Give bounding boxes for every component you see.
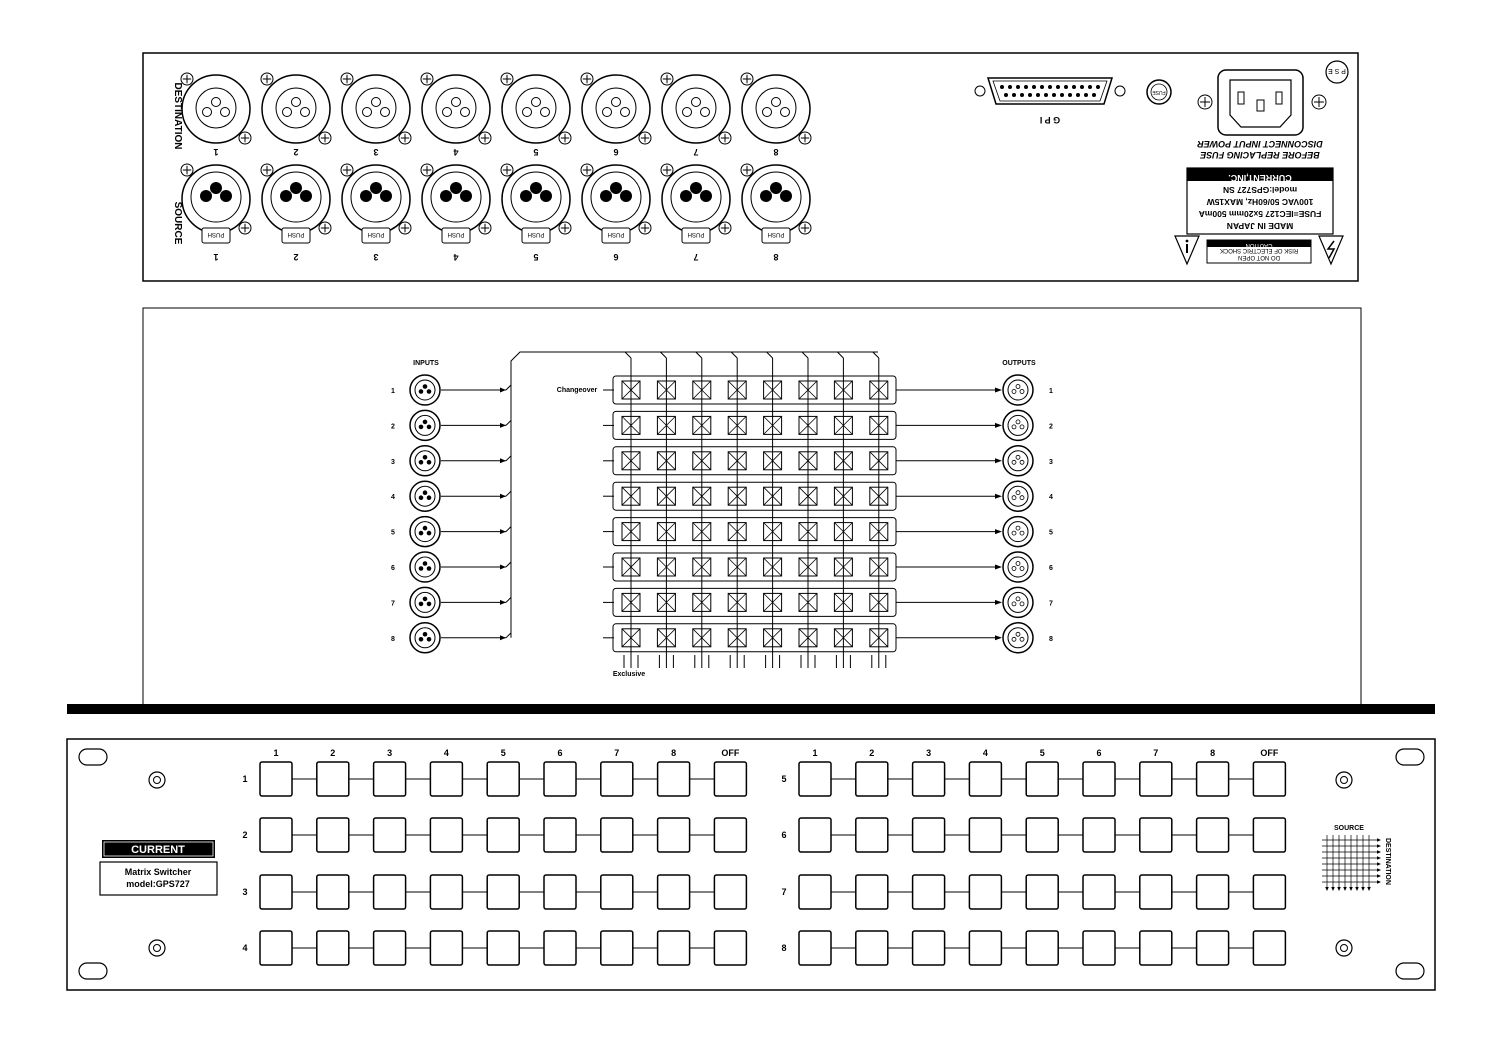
destination-label: DESTINATION	[172, 82, 183, 150]
brand-name: CURRENT	[131, 844, 185, 856]
destination-screw-bottom-8	[799, 132, 811, 144]
destination-screw-top-5	[501, 73, 513, 85]
left-column-label-5: 5	[500, 748, 506, 758]
changeover-label: Changeover	[556, 387, 598, 394]
button-dest7-src-4[interactable]	[969, 875, 1001, 909]
brand-badge	[102, 840, 215, 858]
source-screw-bottom-8	[799, 222, 811, 234]
button-dest7-src-3[interactable]	[913, 875, 945, 909]
matrix-row-5	[613, 518, 896, 546]
outputs-label: OUTPUTS	[1002, 360, 1036, 367]
source-screw-bottom-6	[639, 222, 651, 234]
fuse-warning-line2: BEFORE REPLACING FUSE	[1200, 150, 1320, 160]
source-screw-bottom-5	[559, 222, 571, 234]
input-connector-4	[410, 481, 440, 511]
input-number-4: 4	[391, 494, 395, 502]
button-dest4-src-7[interactable]	[601, 931, 633, 965]
caution-label	[1207, 240, 1311, 263]
button-dest4-src-3[interactable]	[374, 931, 406, 965]
gpi-pin	[1020, 93, 1024, 97]
gpi-pin	[1092, 93, 1096, 97]
button-dest5-src-3[interactable]	[913, 762, 945, 796]
destination-screw-bottom-5	[559, 132, 571, 144]
push-label-6: PUSH	[607, 231, 625, 237]
destination-screw-bottom-2	[319, 132, 331, 144]
rack-ear-slot	[79, 963, 107, 979]
gpi-pin	[1088, 85, 1092, 89]
button-dest7-src-8[interactable]	[1197, 875, 1229, 909]
button-dest3-src-8[interactable]	[658, 875, 690, 909]
output-number-3: 3	[1049, 458, 1053, 466]
source-screw-top-8	[741, 164, 753, 176]
button-dest4-src-6[interactable]	[544, 931, 576, 965]
button-dest2-src-1[interactable]	[260, 818, 292, 852]
input-number-6: 6	[391, 565, 395, 572]
button-dest8-src-6[interactable]	[1083, 931, 1115, 965]
inputs-label: INPUTS	[413, 360, 439, 367]
panel-divider	[67, 704, 1435, 714]
input-connector-6	[410, 552, 440, 582]
button-dest2-src-6[interactable]	[544, 818, 576, 852]
button-dest1-src-5[interactable]	[487, 762, 519, 796]
destination-row-label-1: 1	[242, 774, 248, 784]
destination-screw-bottom-6	[639, 132, 651, 144]
source-xlr-4[interactable]	[422, 165, 490, 233]
source-screw-bottom-7	[719, 222, 731, 234]
button-dest4-src-4[interactable]	[430, 931, 462, 965]
gpi-pin	[1080, 85, 1084, 89]
button-dest3-src-4[interactable]	[430, 875, 462, 909]
button-dest6-src-1[interactable]	[799, 818, 831, 852]
push-label-1: PUSH	[207, 231, 225, 237]
button-dest1-src-off[interactable]	[714, 762, 746, 796]
push-label-2: PUSH	[287, 231, 305, 237]
destination-number-5: 5	[533, 147, 539, 157]
button-dest4-src-5[interactable]	[487, 931, 519, 965]
source-screw-top-2	[261, 164, 273, 176]
output-number-1: 1	[1049, 388, 1053, 395]
gpi-pin	[1024, 85, 1028, 89]
button-dest8-src-2[interactable]	[856, 931, 888, 965]
button-dest4-src-1[interactable]	[260, 931, 292, 965]
button-dest6-src-off[interactable]	[1253, 818, 1285, 852]
left-column-label-3: 3	[387, 748, 393, 758]
left-column-label-6: 6	[557, 748, 563, 758]
right-column-label-2: 2	[869, 748, 875, 758]
matrix-row-8	[613, 624, 896, 652]
rack-ear-slot	[1396, 963, 1424, 979]
button-dest7-src-7[interactable]	[1140, 875, 1172, 909]
push-label-7: PUSH	[687, 231, 705, 237]
block-diagram	[143, 308, 1361, 708]
button-dest1-src-1[interactable]	[260, 762, 292, 796]
product-line2: model:GPS727	[126, 879, 190, 889]
button-dest3-src-7[interactable]	[601, 875, 633, 909]
output-number-8: 8	[1049, 635, 1053, 643]
input-number-8: 8	[391, 635, 395, 643]
button-dest7-src-5[interactable]	[1026, 875, 1058, 909]
button-dest1-src-4[interactable]	[430, 762, 462, 796]
button-dest3-src-off[interactable]	[714, 875, 746, 909]
gpi-pin	[1060, 93, 1064, 97]
matrix-row-4	[613, 482, 896, 510]
destination-screw-top-3	[341, 73, 353, 85]
destination-xlr-2[interactable]	[262, 75, 330, 143]
destination-xlr-6[interactable]	[582, 75, 650, 143]
output-connector-8	[1003, 623, 1033, 653]
output-connector-3	[1003, 446, 1033, 476]
gpi-pin	[1012, 93, 1016, 97]
right-column-label-3: 3	[926, 748, 932, 758]
exclusive-label: Exclusive	[612, 671, 646, 678]
spec-line-2: 100VAC 50/60Hz, MAX15W	[1206, 197, 1314, 207]
output-connector-7	[1003, 587, 1033, 617]
gpi-pin	[1040, 85, 1044, 89]
caution-line-2: DO NOT OPEN	[1238, 254, 1280, 260]
output-number-4: 4	[1049, 494, 1053, 502]
source-xlr-5[interactable]	[502, 165, 570, 233]
front-panel	[67, 739, 1435, 990]
gpi-pin	[1068, 93, 1072, 97]
push-label-8: PUSH	[767, 231, 785, 237]
inlet-pin-left	[1238, 92, 1244, 104]
source-number-4: 4	[453, 252, 459, 262]
source-screw-bottom-1	[239, 222, 251, 234]
input-number-1: 1	[391, 388, 395, 395]
destination-row-label-5: 5	[781, 774, 787, 784]
output-connector-5	[1003, 517, 1033, 547]
destination-screw-top-2	[261, 73, 273, 85]
button-dest7-src-6[interactable]	[1083, 875, 1115, 909]
button-dest7-src-2[interactable]	[856, 875, 888, 909]
button-dest2-src-off[interactable]	[714, 818, 746, 852]
button-dest1-src-6[interactable]	[544, 762, 576, 796]
matrix-row-7	[613, 588, 896, 616]
maker-label: CURRENT,INC.	[1228, 173, 1292, 183]
output-connector-6	[1003, 552, 1033, 582]
rack-ear-slot	[79, 749, 107, 765]
gpi-label: G P I	[1039, 115, 1061, 125]
source-screw-top-3	[341, 164, 353, 176]
input-connector-7	[410, 587, 440, 617]
panel-screw	[149, 772, 165, 788]
right-column-label-5: 5	[1039, 748, 1045, 758]
gpi-pin	[1096, 85, 1100, 89]
gpi-pin	[1000, 85, 1004, 89]
left-column-label-4: 4	[443, 748, 449, 758]
source-screw-bottom-2	[319, 222, 331, 234]
button-dest8-src-off[interactable]	[1253, 931, 1285, 965]
source-screw-bottom-4	[479, 222, 491, 234]
input-connector-3	[410, 446, 440, 476]
destination-screw-top-6	[581, 73, 593, 85]
button-dest2-src-4[interactable]	[430, 818, 462, 852]
input-connector-1	[410, 375, 440, 405]
source-xlr-1[interactable]	[182, 165, 250, 233]
destination-screw-top-4	[421, 73, 433, 85]
push-label-4: PUSH	[447, 231, 465, 237]
destination-number-1: 1	[213, 147, 219, 157]
destination-row-label-3: 3	[242, 887, 248, 897]
source-xlr-2[interactable]	[262, 165, 330, 233]
push-label-5: PUSH	[527, 231, 545, 237]
button-dest8-src-5[interactable]	[1026, 931, 1058, 965]
button-dest2-src-3[interactable]	[374, 818, 406, 852]
button-dest8-src-7[interactable]	[1140, 931, 1172, 965]
destination-number-3: 3	[373, 147, 379, 157]
gpi-pin	[1056, 85, 1060, 89]
destination-xlr-8[interactable]	[742, 75, 810, 143]
right-column-label-7: 7	[1153, 748, 1159, 758]
right-column-label-4: 4	[982, 748, 988, 758]
button-dest8-src-4[interactable]	[969, 931, 1001, 965]
product-line1: Matrix Switcher	[124, 867, 192, 877]
destination-number-6: 6	[613, 147, 619, 157]
left-column-label-1: 1	[273, 748, 279, 758]
spec-line-3: FUSE=IEC127 5x20mm 500mA	[1198, 209, 1322, 219]
input-number-7: 7	[391, 600, 395, 608]
panel-screw	[1336, 940, 1352, 956]
spec-label	[1187, 168, 1333, 234]
button-dest6-src-8[interactable]	[1197, 818, 1229, 852]
source-xlr-3[interactable]	[342, 165, 410, 233]
button-dest5-src-4[interactable]	[969, 762, 1001, 796]
destination-screw-bottom-7	[719, 132, 731, 144]
output-number-2: 2	[1049, 423, 1053, 431]
gpi-pin	[1036, 93, 1040, 97]
button-dest1-src-3[interactable]	[374, 762, 406, 796]
button-dest6-src-4[interactable]	[969, 818, 1001, 852]
spec-line-1: model:GPS727 SN	[1222, 185, 1298, 195]
destination-number-8: 8	[773, 147, 779, 157]
button-dest5-src-7[interactable]	[1140, 762, 1172, 796]
panel-screw	[149, 940, 165, 956]
input-number-3: 3	[391, 458, 395, 466]
button-dest2-src-2[interactable]	[317, 818, 349, 852]
button-dest1-src-8[interactable]	[658, 762, 690, 796]
rear-panel	[143, 53, 1358, 281]
button-dest6-src-2[interactable]	[856, 818, 888, 852]
source-xlr-6[interactable]	[582, 165, 650, 233]
button-dest3-src-1[interactable]	[260, 875, 292, 909]
source-xlr-8[interactable]	[742, 165, 810, 233]
matrix-row-2	[613, 411, 896, 439]
gpi-pin	[1072, 85, 1076, 89]
gpi-pin	[1016, 85, 1020, 89]
caution-line-1: RISK OF ELECTRIC SHOCK	[1219, 247, 1299, 253]
destination-xlr-1[interactable]	[182, 75, 250, 143]
right-column-label-8: 8	[1210, 748, 1216, 758]
source-screw-bottom-3	[399, 222, 411, 234]
source-number-5: 5	[533, 252, 539, 262]
gpi-pin	[1004, 93, 1008, 97]
inlet-pin-ground	[1257, 100, 1264, 111]
destination-screw-top-7	[661, 73, 673, 85]
button-dest8-src-1[interactable]	[799, 931, 831, 965]
gpi-pin	[1064, 85, 1068, 89]
button-dest5-src-1[interactable]	[799, 762, 831, 796]
right-column-label-6: 6	[1096, 748, 1102, 758]
button-dest2-src-5[interactable]	[487, 818, 519, 852]
destination-number-2: 2	[293, 147, 299, 157]
gpi-pin	[1032, 85, 1036, 89]
push-label-3: PUSH	[367, 231, 385, 237]
gpi-connector[interactable]	[975, 78, 1125, 104]
button-dest3-src-5[interactable]	[487, 875, 519, 909]
left-column-label-7: 7	[614, 748, 620, 758]
destination-row-label-8: 8	[781, 943, 787, 953]
button-dest6-src-7[interactable]	[1140, 818, 1172, 852]
model-label	[100, 862, 217, 895]
output-number-5: 5	[1049, 529, 1053, 537]
inlet-pin-right	[1276, 92, 1282, 104]
output-connector-4	[1003, 481, 1033, 511]
destination-screw-bottom-1	[239, 132, 251, 144]
source-number-7: 7	[693, 252, 699, 262]
fuse-warning-line1: DISCONNECT INPUT POWER	[1197, 139, 1323, 149]
matrix-row-1	[613, 376, 896, 404]
button-dest1-src-7[interactable]	[601, 762, 633, 796]
button-dest6-src-5[interactable]	[1026, 818, 1058, 852]
right-column-label-1: 1	[812, 748, 818, 758]
button-dest2-src-8[interactable]	[658, 818, 690, 852]
power-inlet[interactable]	[1218, 70, 1303, 135]
gpi-pin	[1008, 85, 1012, 89]
destination-screw-bottom-4	[479, 132, 491, 144]
button-dest8-src-8[interactable]	[1197, 931, 1229, 965]
button-dest6-src-6[interactable]	[1083, 818, 1115, 852]
button-dest4-src-2[interactable]	[317, 931, 349, 965]
ps-label: P S E	[1328, 67, 1346, 74]
output-number-6: 6	[1049, 565, 1053, 572]
gpi-pin	[1028, 93, 1032, 97]
destination-number-7: 7	[693, 147, 699, 157]
source-xlr-7[interactable]	[662, 165, 730, 233]
inlet-screw-right	[1312, 95, 1326, 109]
gpi-screw-right	[1115, 86, 1125, 96]
destination-xlr-7[interactable]	[662, 75, 730, 143]
source-label: SOURCE	[172, 201, 183, 245]
button-dest6-src-3[interactable]	[913, 818, 945, 852]
destination-row-label-7: 7	[781, 887, 787, 897]
rack-ear-slot	[1396, 749, 1424, 765]
gpi-pin	[1044, 93, 1048, 97]
destination-row-label-6: 6	[781, 830, 787, 840]
matrix-row-6	[613, 553, 896, 581]
right-column-label-off: OFF	[1260, 748, 1279, 758]
destination-screw-top-8	[741, 73, 753, 85]
gpi-pin	[1052, 93, 1056, 97]
source-screw-top-6	[581, 164, 593, 176]
output-connector-2	[1003, 410, 1033, 440]
left-column-label-2: 2	[330, 748, 336, 758]
button-dest7-src-off[interactable]	[1253, 875, 1285, 909]
input-connector-2	[410, 410, 440, 440]
left-column-label-off: OFF	[721, 748, 740, 758]
left-column-label-8: 8	[671, 748, 677, 758]
legend-source-label: SOURCE	[1334, 825, 1364, 832]
button-dest5-src-2[interactable]	[856, 762, 888, 796]
source-screw-top-5	[501, 164, 513, 176]
matrix-row-3	[613, 447, 896, 475]
button-dest3-src-3[interactable]	[374, 875, 406, 909]
destination-row-label-4: 4	[242, 943, 248, 953]
input-connector-8	[410, 623, 440, 653]
button-dest8-src-3[interactable]	[913, 931, 945, 965]
source-number-2: 2	[293, 252, 299, 262]
button-dest3-src-6[interactable]	[544, 875, 576, 909]
button-dest5-src-6[interactable]	[1083, 762, 1115, 796]
source-number-3: 3	[373, 252, 379, 262]
destination-xlr-3[interactable]	[342, 75, 410, 143]
caution-title: CAUTION	[1245, 242, 1273, 248]
gpi-screw-left	[975, 86, 985, 96]
gpi-pin	[1076, 93, 1080, 97]
output-number-7: 7	[1049, 600, 1053, 608]
destination-xlr-4[interactable]	[422, 75, 490, 143]
source-number-1: 1	[213, 252, 219, 262]
destination-xlr-5[interactable]	[502, 75, 570, 143]
button-dest1-src-2[interactable]	[317, 762, 349, 796]
button-dest5-src-5[interactable]	[1026, 762, 1058, 796]
gpi-pin	[1084, 93, 1088, 97]
source-screw-top-4	[421, 164, 433, 176]
button-dest5-src-off[interactable]	[1253, 762, 1285, 796]
button-dest7-src-1[interactable]	[799, 875, 831, 909]
source-number-6: 6	[613, 252, 619, 262]
gpi-pin	[1048, 85, 1052, 89]
button-dest4-src-8[interactable]	[658, 931, 690, 965]
legend-destination-label: DESTINATION	[1384, 838, 1391, 885]
button-dest2-src-7[interactable]	[601, 818, 633, 852]
output-connector-1	[1003, 375, 1033, 405]
source-number-8: 8	[773, 252, 779, 262]
input-number-5: 5	[391, 529, 395, 537]
destination-row-label-2: 2	[242, 830, 248, 840]
inlet-screw-left	[1198, 95, 1212, 109]
input-number-2: 2	[391, 423, 395, 431]
input-connector-5	[410, 517, 440, 547]
source-screw-top-1	[181, 164, 193, 176]
spec-line-4: MADE IN JAPAN	[1226, 221, 1294, 231]
destination-number-4: 4	[453, 147, 459, 157]
fuse-label: FUSE	[1152, 89, 1166, 95]
button-dest3-src-2[interactable]	[317, 875, 349, 909]
source-screw-top-7	[661, 164, 673, 176]
button-dest5-src-8[interactable]	[1197, 762, 1229, 796]
button-dest4-src-off[interactable]	[714, 931, 746, 965]
panel-screw	[1336, 772, 1352, 788]
destination-screw-bottom-3	[399, 132, 411, 144]
